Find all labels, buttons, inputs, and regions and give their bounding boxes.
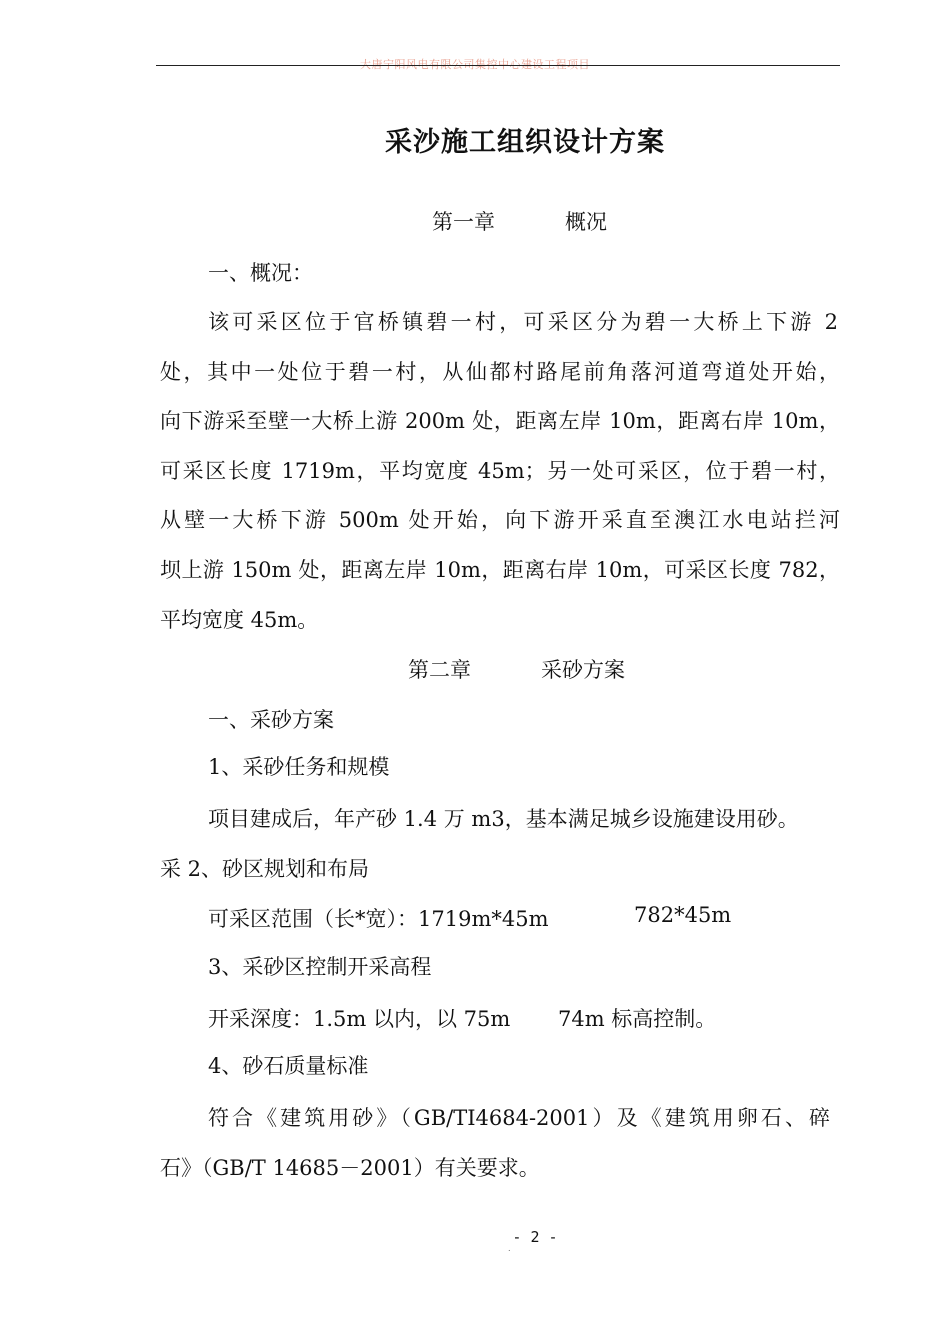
paragraph-line: 从壁一大桥下游 500m 处开始，向下游开采直至澳江水电站拦河 [160, 508, 840, 532]
section-2-heading: 一、采砂方案 [208, 708, 334, 732]
item-2-text-range-b: 782*45m [634, 903, 732, 927]
item-3-heading: 3、采砂区控制开采高程 [208, 955, 432, 979]
item-1-text: 项目建成后，年产砂 1.4 万 m3，基本满足城乡设施建设用砂。 [208, 807, 799, 831]
item-1-heading: 1、采砂任务和规模 [208, 755, 390, 779]
document-title: 采沙施工组织设计方案 [385, 127, 665, 158]
item-2-text-range: 可采区范围（长*宽）：1719m*45m [208, 907, 549, 931]
item-3-text-elevation: 74m 标高控制。 [558, 1007, 717, 1031]
footer-mark: . [508, 1244, 511, 1253]
chapter-2-name: 采砂方案 [541, 658, 625, 682]
paragraph-line: 平均宽度 45m。 [160, 608, 319, 632]
item-4-heading: 4、砂石质量标准 [208, 1054, 369, 1078]
section-1-heading: 一、概况： [208, 261, 313, 285]
page-number: - 2 - [512, 1228, 558, 1246]
paragraph-line: 石》（GB/T 14685－2001）有关要求。 [160, 1156, 540, 1180]
page-header-text: 大唐宁阳风电有限公司集控中心建设工程项目 [360, 58, 590, 71]
paragraph-line: 可采区长度 1719m，平均宽度 45m；另一处可采区，位于碧一村， [160, 459, 840, 483]
paragraph-line: 符合《建筑用砂》（GB/TI4684-2001）及《建筑用卵石、碎 [208, 1106, 830, 1130]
paragraph-line: 处，其中一处位于碧一村，从仙都村路尾前角落河道弯道处开始， [160, 360, 840, 384]
chapter-2-number: 第二章 [408, 658, 471, 682]
chapter-1-name: 概况 [565, 210, 607, 234]
chapter-1-number: 第一章 [432, 210, 495, 234]
item-3-text-depth: 开采深度：1.5m 以内，以 75m [208, 1007, 511, 1031]
paragraph-line: 坝上游 150m 处，距离左岸 10m，距离右岸 10m，可采区长度 782， [160, 558, 840, 582]
paragraph-line: 该可采区位于官桥镇碧一村，可采区分为碧一大桥上下游 2 [208, 310, 838, 334]
item-2-heading: 采 2、砂区规划和布局 [160, 857, 370, 881]
paragraph-line: 向下游采至壁一大桥上游 200m 处，距离左岸 10m，距离右岸 10m， [160, 409, 840, 433]
header-rule [156, 65, 840, 66]
